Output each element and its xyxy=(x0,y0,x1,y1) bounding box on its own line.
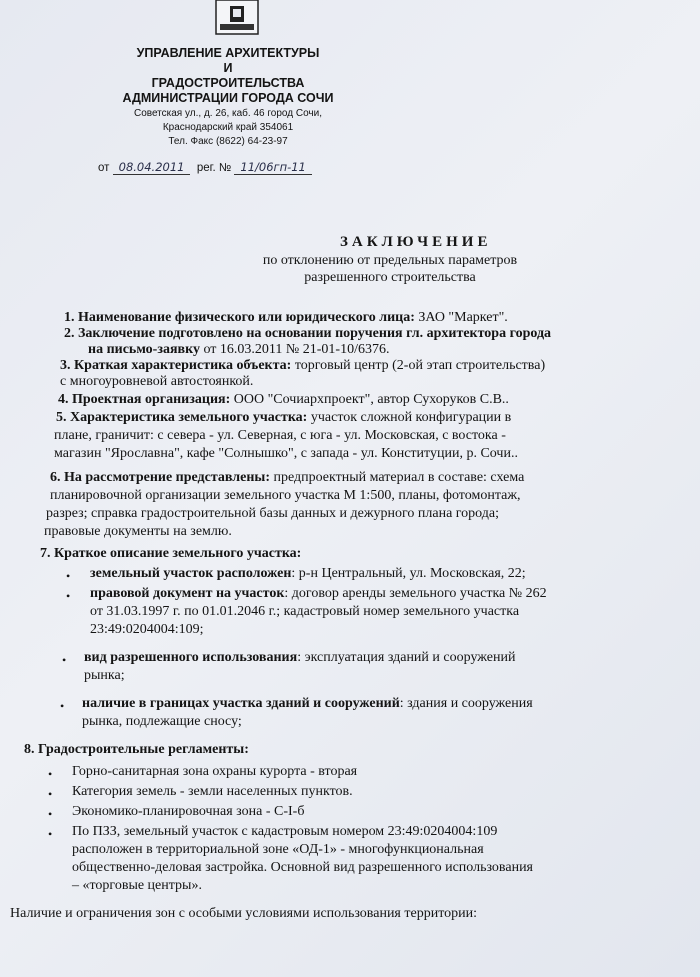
item-7-heading: 7. Краткое описание земельного участка: xyxy=(40,546,302,561)
item-6-line2: планировочной организации земельного участка М 1:500, планы, фотомонтаж, xyxy=(50,488,521,503)
item-7-bullet-2-line2: от 31.03.1997 г. по 01.01.2046 г.; кадастровый номер земельного участка xyxy=(90,604,520,619)
org-name-line3: ГРАДОСТРОИТЕЛЬСТВА xyxy=(151,76,305,90)
date-prefix: от xyxy=(98,162,110,174)
org-name-line4: АДМИНИСТРАЦИИ ГОРОДА СОЧИ xyxy=(122,91,334,105)
bullet-icon: • xyxy=(48,767,53,781)
document-subtitle xyxy=(220,252,560,286)
item-8-bullet-1: Горно-санитарная зона охраны курорта - вторая xyxy=(72,764,358,779)
item-7-bullet-3-line1: вид разрешенного использования: эксплуатация зданий и сооружений xyxy=(84,650,516,665)
organization-header xyxy=(108,46,348,148)
bullet-icon: • xyxy=(48,807,53,821)
registration-line xyxy=(98,160,312,174)
org-name-line1: УПРАВЛЕНИЕ АРХИТЕКТУРЫ xyxy=(136,46,320,60)
closing-line: Наличие и ограничения зон с особыми условиями использования территории: xyxy=(10,906,478,921)
bullet-icon: • xyxy=(48,827,53,841)
item-8-heading: 8. Градостроительные регламенты: xyxy=(24,742,249,757)
item-6-line1: 6. На рассмотрение представлены: предпроектный материал в составе: схема xyxy=(50,470,525,485)
item-1: 1. Наименование физического или юридического лица: ЗАО "Маркет". xyxy=(64,310,508,325)
coat-of-arms-emblem xyxy=(212,0,262,36)
item-2-line1: 2. Заключение подготовлено на основании поручения гл. архитектора города xyxy=(64,326,552,341)
item-4: 4. Проектная организация: ООО "Сочиархпроект", автор Сухоруков С.В.. xyxy=(58,392,509,407)
item-5-line1: 5. Характеристика земельного участка: участок сложной конфигурации в xyxy=(56,410,512,425)
bullet-icon: • xyxy=(66,569,71,583)
document-title: ЗАКЛЮЧЕНИЕ xyxy=(340,234,492,250)
item-8-bullet-4-line2: расположен в территориальной зоне «ОД-1» - многофункциональная xyxy=(72,842,484,857)
item-3-line2: с многоуровневой автостоянкой. xyxy=(60,374,254,389)
item-8-bullet-4-line1: По ПЗЗ, земельный участок с кадастровым номером 23:49:0204004:109 xyxy=(72,824,498,839)
item-5-line3: магазин "Ярославна", кафе "Солнышко", с запада - ул. Конституции, р. Сочи.. xyxy=(54,446,518,461)
reg-prefix: рег. № xyxy=(196,162,232,174)
bullet-icon: • xyxy=(60,699,65,713)
item-7-bullet-2-line1: правовой документ на участок: договор аренды земельного участка № 262 xyxy=(90,586,547,601)
bullet-icon: • xyxy=(62,653,67,667)
phone-line: Тел. Факс (8622) 64-23-97 xyxy=(168,136,288,147)
address-line1: Советская ул., д. 26, каб. 46 город Сочи, xyxy=(133,108,323,119)
item-7-bullet-2-line3: 23:49:0204004:109; xyxy=(90,622,204,637)
item-6-line4: правовые документы на землю. xyxy=(44,524,232,539)
item-7-bullet-4-line1: наличие в границах участка зданий и сооружений: здания и сооружения xyxy=(82,696,533,711)
org-name-line2: И xyxy=(223,61,233,75)
item-8-bullet-4-line3: общественно-деловая застройка. Основной вид разрешенного использования xyxy=(72,860,533,875)
address-line2: Краснодарский край 354061 xyxy=(162,122,294,133)
item-5-line2: плане, граничит: с севера - ул. Северная, с юга - ул. Московская, с востока - xyxy=(54,428,506,443)
bullet-icon: • xyxy=(48,787,53,801)
bullet-icon: • xyxy=(66,589,71,603)
item-2-line2: на письмо-заявку от 16.03.2011 № 21-01-10/6376. xyxy=(88,342,390,357)
reg-number: 11/06гп-11 xyxy=(234,160,312,175)
item-8-bullet-2: Категория земель - земли населенных пунктов. xyxy=(72,784,353,799)
item-8-bullet-3: Экономико-планировочная зона - С-I-б xyxy=(72,804,305,819)
item-7-bullet-4-line2: рынка, подлежащие сносу; xyxy=(82,714,242,729)
subtitle-line1: по отклонению от предельных параметров xyxy=(262,253,518,268)
subtitle-line2: разрешенного строительства xyxy=(304,270,476,285)
date-value: 08.04.2011 xyxy=(113,160,191,175)
item-7-bullet-3-line2: рынка; xyxy=(84,668,125,683)
item-8-bullet-4-line4: – «торговые центры». xyxy=(72,878,202,893)
item-3-line1: 3. Краткая характеристика объекта: торговый центр (2-ой этап строительства) xyxy=(60,358,546,373)
item-6-line3: разрез; справка градостроительной базы данных и дежурного плана города; xyxy=(46,506,499,521)
item-7-bullet-1: земельный участок расположен: р-н Центральный, ул. Московская, 22; xyxy=(90,566,526,581)
